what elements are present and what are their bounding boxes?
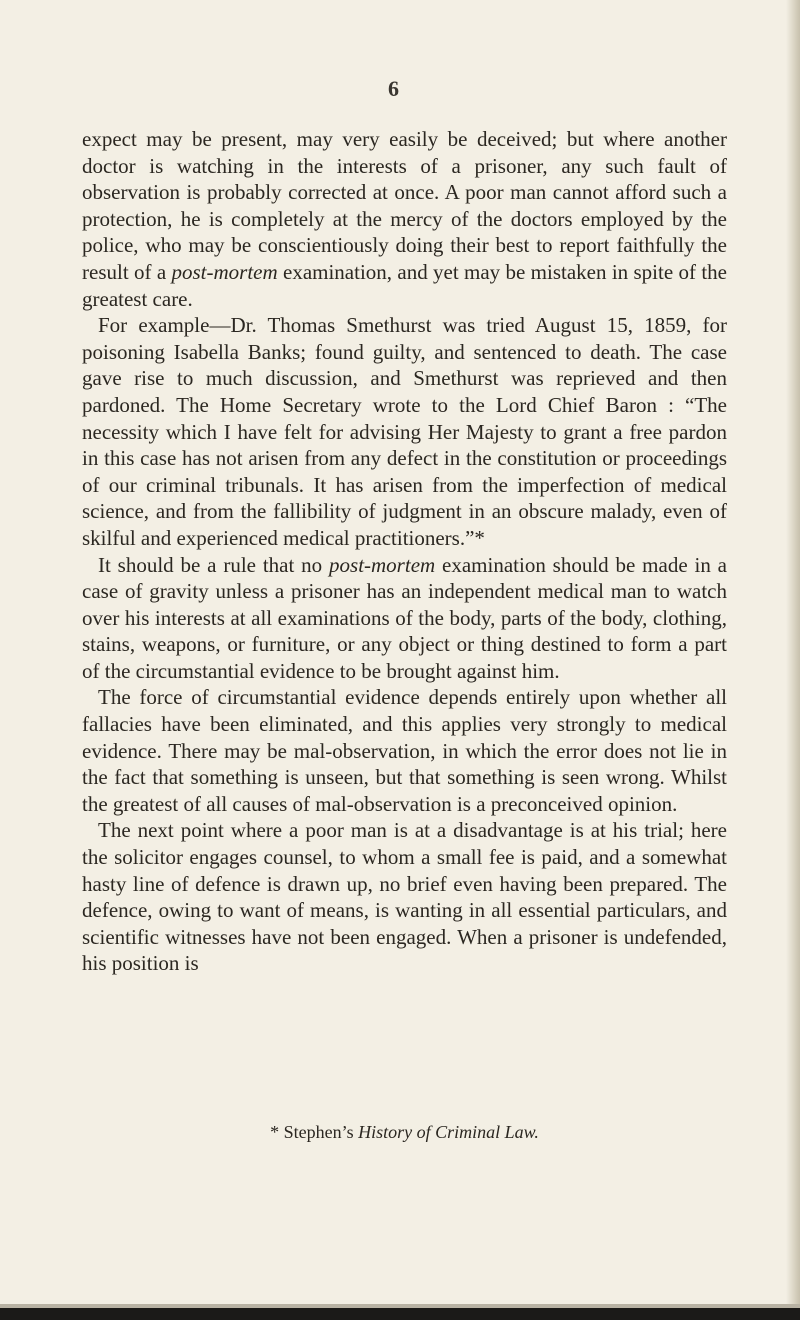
paragraph-1: expect may be present, may very easily be deceived; but where another doctor is watching in the interests of a prisoner, any such fault of observation is probably corrected at once. A poor man cannot afford such a protection, he is completely at the mercy of the doctors employed by the police, who may be conscientiously doing their best to report faithfully the result of a post-mortem examination, and yet may be mistaken in spite of the greatest care. <box>82 127 727 311</box>
footnote-title: History of Criminal Law. <box>358 1122 539 1142</box>
italic-term: post-mortem <box>329 552 436 577</box>
italic-term: post-mortem <box>171 259 278 284</box>
body-text <box>82 126 727 977</box>
footnote-prefix: * Stephen’s <box>270 1122 359 1142</box>
page-bottom-edge <box>0 1308 800 1320</box>
paragraph-2: For example—Dr. Thomas Smethurst was tried August 15, 1859, for poisoning Isabella Banks; found guilty, and sentenced to death. The case gave rise to much discussion, and Smethurst was reprieved and then pardoned. The Home Secretary wrote to the Lord Chief Baron : “The necessity which I have felt for advising Her Majesty to grant a free pardon in this case has not arisen from any defect in the constitution or proceedings of our criminal tribunals. It has arisen from the imperfection of medical science, and from the fallibility of judgment in an obscure malady, even of skilful and experienced medical practitioners.”* <box>82 313 727 550</box>
footnote <box>82 1122 727 1143</box>
paragraph-5: The next point where a poor man is at a disadvantage is at his trial; here the solicitor engages counsel, to whom a small fee is paid, and a somewhat hasty line of defence is drawn up, no brief even having been prepared. The defence, owing to want of means, is wanting in all essential particulars, and scientific witnesses have not been engaged. When a prisoner is undefended, his position is <box>82 818 727 976</box>
page-edge-shadow <box>786 0 800 1320</box>
paragraph-4: The force of circumstantial evidence depends entirely upon whether all fallacies have been eliminated, and this applies very strongly to medical evidence. There may be mal-observation, in which the error does not lie in the fact that something is unseen, but that something is seen wrong. Whilst the greatest of all causes of mal-observation is a preconceived opinion. <box>82 685 727 816</box>
page-number: 6 <box>388 76 399 101</box>
paragraph-3: It should be a rule that no post-mortem examination should be made in a case of gravity unless a prisoner has an independent medical man to watch over his interests at all examinations of the body, parts of the body, clothing, stains, weapons, or furniture, or any object or thing destined to form a part of the circumstantial evidence to be brought against him. <box>82 552 727 683</box>
